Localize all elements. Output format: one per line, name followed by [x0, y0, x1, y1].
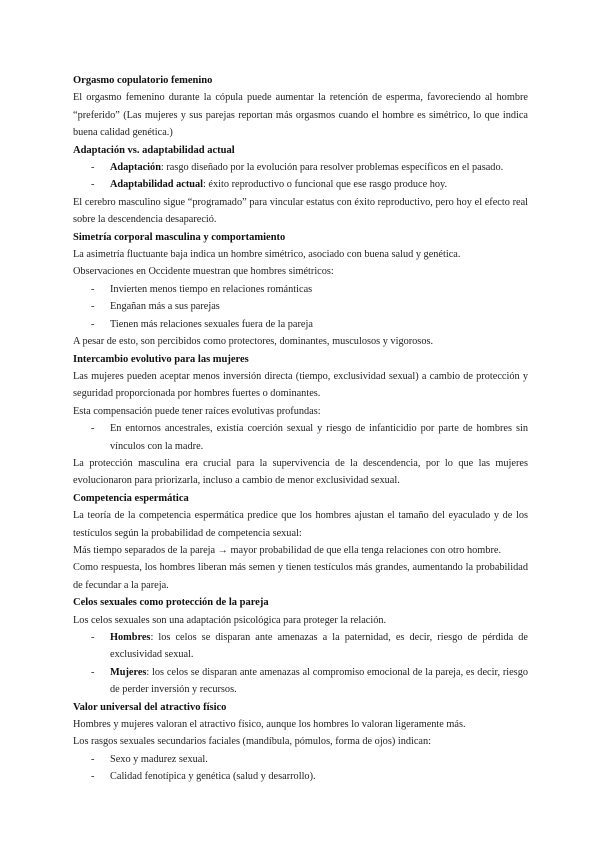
paragraph: El cerebro masculino sigue “programado” para vincular estatus con éxito reproductivo, pero hoy el efecto real sobre la descendencia desapareció. — [73, 196, 528, 226]
section-heading: Simetría corporal masculina y comportamiento — [73, 231, 286, 243]
list-item — [73, 664, 528, 699]
paragraph: Los rasgos sexuales secundarios faciales (mandíbula, pómulos, forma de ojos) indican: — [73, 736, 432, 748]
bullet-list — [73, 751, 528, 786]
bullet-list — [73, 281, 528, 333]
paragraph: Hombres y mujeres valoran el atractivo físico, aunque los hombres lo valoran ligeramente más. — [73, 719, 466, 731]
section-heading: Adaptación vs. adaptabilidad actual — [73, 144, 235, 156]
bullet-list — [73, 629, 528, 699]
paragraph: Las mujeres pueden aceptar menos inversión directa (tiempo, exclusividad sexual) a cambio de protección y seguridad proporcionada por hombres fuertes o dominantes. — [73, 370, 528, 400]
section-adaptacion — [73, 142, 528, 229]
item-text: : los celos se disparan ante amenazas al compromiso emocional de la pareja, es decir, riesgo de perder inversión y recursos. — [110, 666, 528, 696]
item-text: : rasgo diseñado por la evolución para resolver problemas específicos en el pasado. — [160, 162, 504, 174]
section-orgasmo — [73, 72, 528, 142]
list-item — [73, 629, 528, 664]
section-simetria — [73, 229, 528, 351]
section-heading: Celos sexuales como protección de la pareja — [73, 597, 269, 609]
section-heading: Valor universal del atractivo físico — [73, 701, 227, 713]
section-competencia — [73, 490, 528, 594]
paragraph: A pesar de esto, son percibidos como protectores, dominantes, musculosos y vigorosos. — [73, 336, 434, 348]
paragraph: Como respuesta, los hombres liberan más semen y tienen testículos más grandes, aumentando la probabilidad de fecundar a la pareja. — [73, 562, 528, 591]
list-item: - En entornos ancestrales, existía coerción sexual y riesgo de infanticidio por parte de hombres sin vínculos con la madre. — [73, 420, 528, 455]
bullet-list — [73, 159, 528, 194]
document-page — [73, 72, 528, 786]
term: Mujeres — [110, 666, 147, 678]
list-item: - Calidad fenotípica y genética (salud y desarrollo). — [73, 768, 528, 785]
paragraph: Observaciones en Occidente muestran que hombres simétricos: — [73, 266, 334, 278]
paragraph: Los celos sexuales son una adaptación psicológica para proteger la relación. — [73, 614, 387, 626]
paragraph: La protección masculina era crucial para la supervivencia de la descendencia, por lo que las mujeres evolucionaron para priorizarla, incluso a cambio de menor exclusividad sexual. — [73, 457, 528, 487]
list-item — [73, 176, 528, 193]
section-heading: Orgasmo copulatorio femenino — [73, 75, 213, 86]
list-item: - Tienen más relaciones sexuales fuera de la pareja — [73, 316, 528, 333]
section-heading: Intercambio evolutivo para las mujeres — [73, 353, 249, 365]
list-item: - Sexo y madurez sexual. — [73, 751, 528, 768]
term: Adaptabilidad actual — [110, 179, 203, 191]
item-text: : los celos se disparan ante amenazas a la paternidad, es decir, riesgo de pérdida de exclusividad sexual. — [110, 632, 528, 661]
list-item: - Engañan más a sus parejas — [73, 298, 528, 315]
bullet-list — [73, 420, 528, 455]
term: Adaptación — [110, 162, 161, 174]
term: Hombres — [110, 632, 151, 643]
paragraph: Esta compensación puede tener raíces evolutivas profundas: — [73, 405, 321, 417]
paragraph: La teoría de la competencia espermática predice que los hombres ajustan el tamaño del eyaculado y de los testículos según la probabilidad de competencia sexual: — [73, 510, 528, 539]
section-atractivo — [73, 699, 528, 786]
paragraph: Más tiempo separados de la pareja → mayor probabilidad de que ella tenga relaciones con otro hombre. — [73, 544, 502, 556]
list-item — [73, 159, 528, 176]
section-celos — [73, 594, 528, 698]
paragraph: El orgasmo femenino durante la cópula puede aumentar la retención de esperma, favoreciendo al hombre “preferido” (Las mujeres y sus parejas reportan más orgasmos cuando el hombre es simétrico, lo que indica buena calidad genética.) — [73, 92, 528, 139]
item-text: : éxito reproductivo o funcional que ese rasgo produce hoy. — [202, 179, 448, 191]
section-heading: Competencia espermática — [73, 492, 189, 504]
list-item: - Invierten menos tiempo en relaciones románticas — [73, 281, 528, 298]
section-intercambio — [73, 351, 528, 490]
paragraph: La asimetría fluctuante baja indica un hombre simétrico, asociado con buena salud y genética. — [73, 249, 461, 261]
